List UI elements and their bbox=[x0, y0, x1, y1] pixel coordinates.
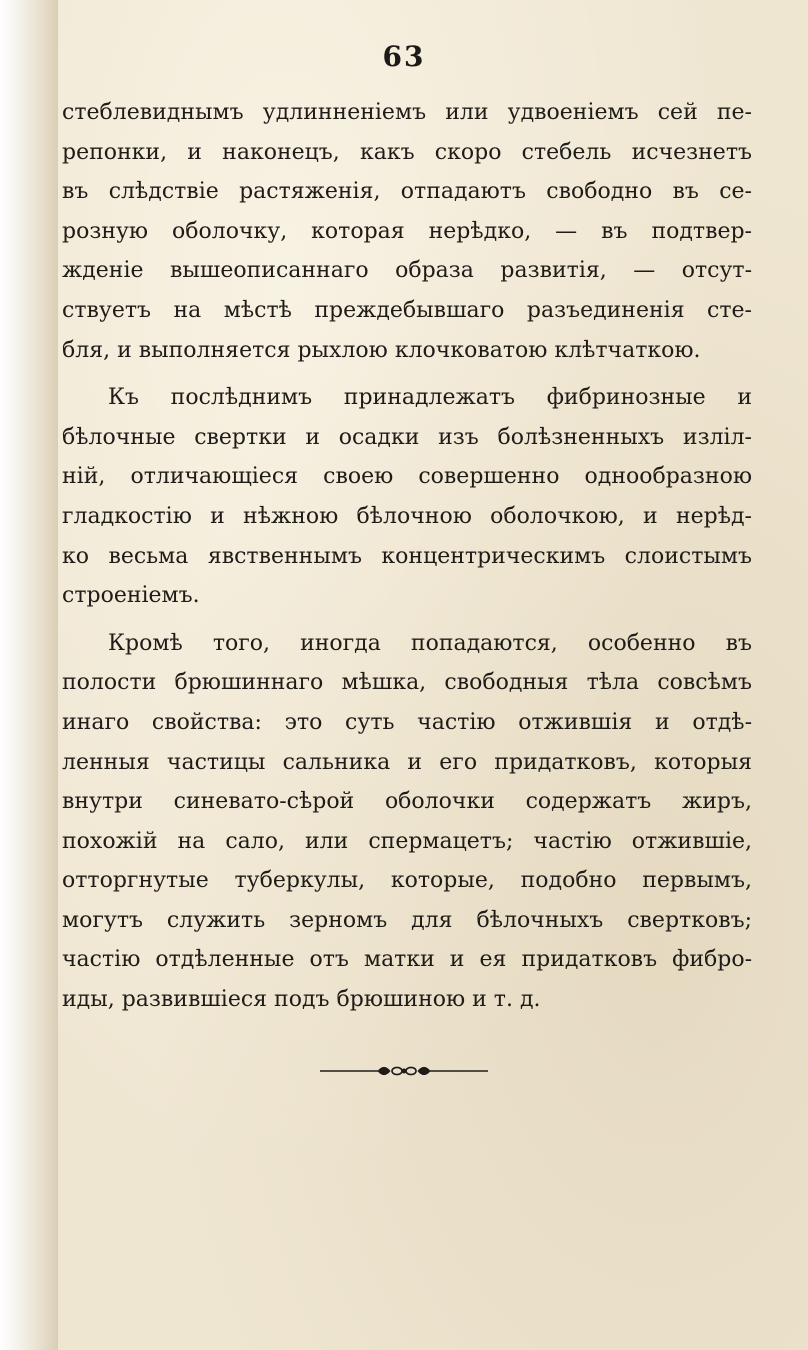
text-line: отторгнутые туберкулы, которые, подобно первымъ, bbox=[62, 868, 752, 894]
text-line: похожій на сало, или спермацетъ; частію отжившіе, bbox=[62, 828, 752, 854]
text-line: бля, и выполняется рыхлою клочковатою клѣтчаткою. bbox=[62, 337, 701, 363]
text-line: стеблевиднымъ удлинненіемъ или удвоеніемъ сей пе- bbox=[62, 100, 752, 125]
text-line: репонки, и наконецъ, какъ скоро стебель исчезнетъ bbox=[62, 139, 752, 165]
text-line: внутри синевато-сѣрой оболочки содержатъ жиръ, bbox=[62, 789, 752, 815]
text-line: ній, отличающіеся своею совершенно однообразною bbox=[62, 464, 752, 490]
decorative-rule-icon bbox=[318, 1060, 490, 1082]
text-line: инаго свойства: это суть частію отжившія и отдѣ- bbox=[62, 709, 752, 735]
text-line: ленныя частицы сальника и его придатковъ, которыя bbox=[62, 749, 752, 775]
page-number: 63 bbox=[382, 40, 426, 73]
text-line: Кромѣ того, иногда попадаются, особенно въ bbox=[108, 630, 752, 656]
text-line: жденіе вышеописаннаго образа развитія, — отсут- bbox=[62, 258, 752, 284]
text-line: могутъ служить зерномъ для бѣлочныхъ свертковъ; bbox=[62, 907, 752, 933]
text-line: полости брюшиннаго мѣшка, свободныя тѣла совсѣмъ bbox=[62, 670, 752, 696]
body-text bbox=[62, 93, 752, 1020]
text-line: иды, развившіеся подъ брюшиною и т. д. bbox=[62, 987, 541, 1013]
text-line: бѣлочные свертки и осадки изъ болѣзненныхъ изліл- bbox=[62, 424, 752, 450]
text-line: Къ послѣднимъ принадлежатъ фибринозные и bbox=[108, 385, 752, 411]
page-gutter bbox=[0, 0, 58, 1350]
paragraph bbox=[62, 93, 752, 370]
text-line: строеніемъ. bbox=[62, 583, 200, 609]
paragraph bbox=[62, 624, 752, 1020]
text-line: въ слѣдствіе растяженія, отпадаютъ свободно въ се- bbox=[62, 179, 752, 205]
text-line: ствуетъ на мѣстѣ преждебывшаго разъединенія сте- bbox=[62, 297, 752, 323]
text-line: гладкостію и нѣжною бѣлочною оболочкою, и нерѣд- bbox=[62, 503, 752, 529]
text-line: ко весьма явственнымъ концентрическимъ слоистымъ bbox=[62, 543, 752, 569]
text-line: розную оболочку, которая нерѣдко, — въ подтвер- bbox=[62, 218, 752, 244]
text-line: частію отдѣленные отъ матки и ея придатковъ фибро- bbox=[62, 947, 752, 973]
paragraph bbox=[62, 378, 752, 616]
